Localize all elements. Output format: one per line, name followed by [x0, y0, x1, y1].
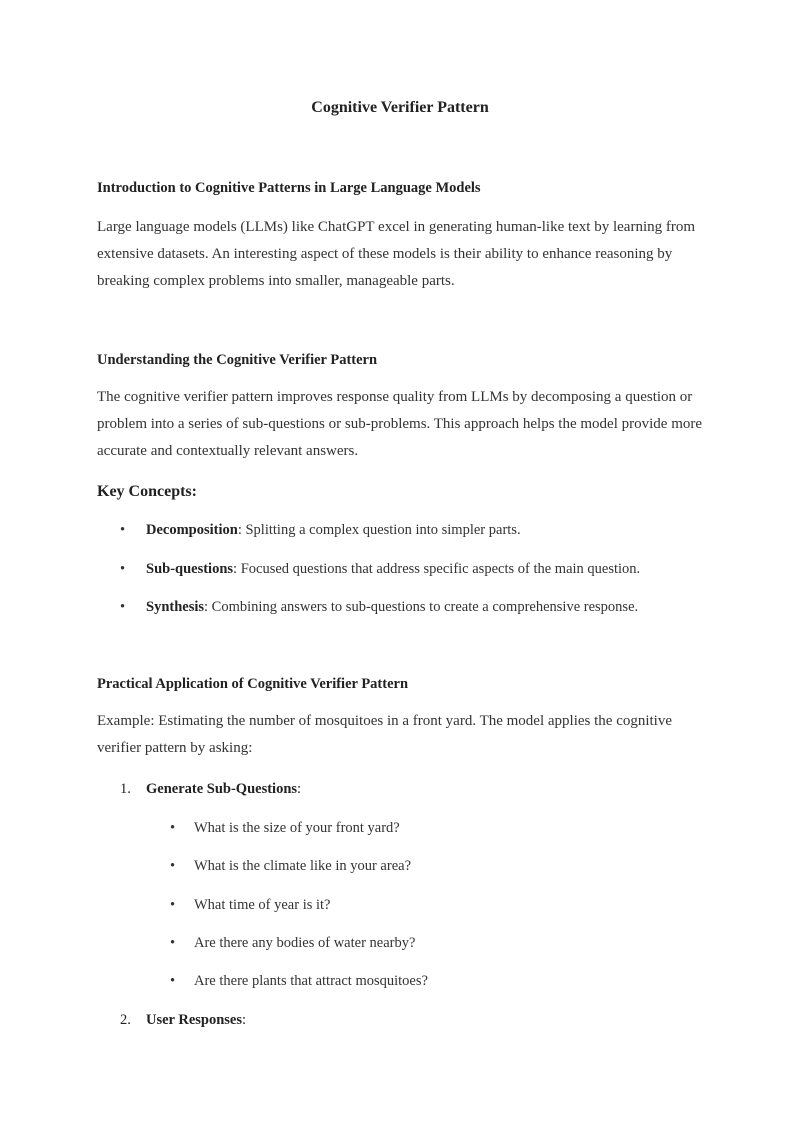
- bullet-icon: •: [120, 561, 126, 577]
- step-item: [120, 1010, 246, 1030]
- key-concepts-heading: Key Concepts:: [97, 483, 197, 500]
- section-body-practical: Example: Estimating the number of mosquitoes in a front yard. The model applies the cognitive verifier pattern by asking:: [97, 713, 673, 756]
- key-concept-term: Synthesis: [146, 599, 205, 615]
- section-body-introduction: Large language models (LLMs) like ChatGPT excel in generating human-like text by learning from extensive datasets. An interesting aspect of these models is their ability to enhance reasoning by breaking complex problems into smaller, manageable parts.: [97, 219, 696, 289]
- bullet-icon: •: [170, 858, 176, 874]
- sub-question-text: Are there plants that attract mosquitoes?: [194, 973, 428, 989]
- sub-question-text: What is the climate like in your area?: [194, 858, 412, 874]
- bullet-icon: •: [120, 522, 126, 538]
- step-suffix: :: [242, 1012, 247, 1028]
- bullet-icon: •: [120, 599, 126, 615]
- sub-question-item: [170, 971, 428, 991]
- step-item: [120, 779, 301, 799]
- bullet-icon: •: [170, 973, 176, 989]
- document-title: Cognitive Verifier Pattern: [311, 99, 489, 116]
- step-number: 1.: [120, 781, 131, 797]
- sub-question-item: [170, 895, 331, 915]
- sub-question-item: [170, 818, 400, 838]
- bullet-icon: •: [170, 935, 176, 951]
- section-heading-practical: Practical Application of Cognitive Verifier Pattern: [97, 676, 409, 692]
- step-label: User Responses: [146, 1012, 242, 1028]
- key-concept-desc: : Focused questions that address specific aspects of the main question.: [233, 561, 641, 577]
- sub-question-text: What time of year is it?: [194, 897, 331, 913]
- sub-question-item: [170, 856, 411, 876]
- sub-question-text: What is the size of your front yard?: [194, 820, 400, 836]
- bullet-icon: •: [170, 897, 176, 913]
- key-concept-term: Sub-questions: [146, 561, 234, 577]
- key-concept-desc: : Splitting a complex question into simpler parts.: [237, 522, 521, 538]
- section-heading-introduction: Introduction to Cognitive Patterns in Large Language Models: [97, 180, 481, 196]
- sub-question-item: [170, 933, 415, 953]
- section-heading-understanding: Understanding the Cognitive Verifier Pattern: [97, 352, 378, 368]
- step-number: 2.: [120, 1012, 131, 1028]
- key-concept-item: [120, 520, 521, 540]
- key-concept-desc: : Combining answers to sub-questions to create a comprehensive response.: [204, 599, 639, 615]
- key-concept-term: Decomposition: [146, 522, 238, 538]
- step-suffix: :: [297, 781, 302, 797]
- section-body-understanding: The cognitive verifier pattern improves response quality from LLMs by decomposing a question or problem into a series of sub-questions or sub-problems. This approach helps the model provide more accurate and contextually relevant answers.: [97, 389, 703, 459]
- bullet-icon: •: [170, 820, 176, 836]
- key-concept-item: [120, 597, 638, 617]
- sub-question-text: Are there any bodies of water nearby?: [194, 935, 416, 951]
- step-label: Generate Sub-Questions: [146, 781, 298, 797]
- key-concept-item: [120, 559, 640, 579]
